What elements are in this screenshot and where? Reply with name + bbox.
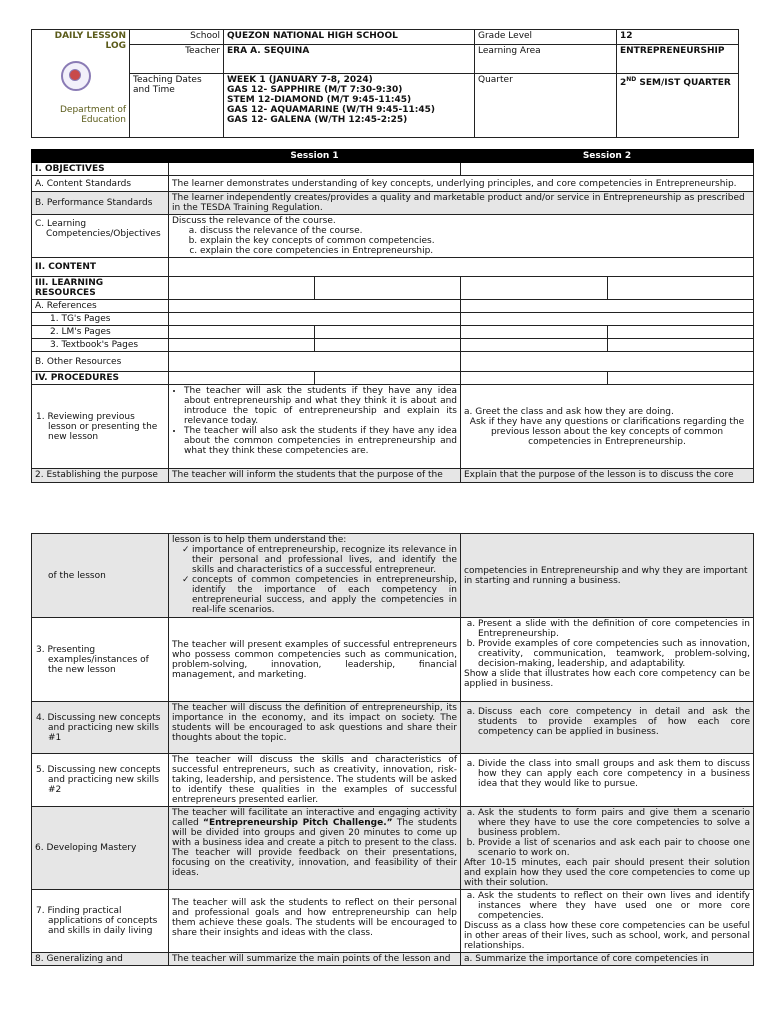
proc2-session1-cont [169, 534, 461, 618]
content-heading: II. CONTENT [32, 258, 169, 277]
proc6-s1-post: The students will be divided into groups and given 20 minutes to come up with a business idea and create a pitch to present to the class. The teacher will provide feedback on their presentations, focusing on the creativity, innovation, and feasibility of their ideas. [172, 818, 457, 878]
performance-standards-value: The learner independently creates/provides a quality and marketable product and/or service in Entrepreneurship as prescribed in the TESDA Training Regulation. [169, 192, 754, 215]
proc3-s2-slide: Show a slide that illustrates how each core competency can be applied in business. [464, 669, 750, 689]
proc6-s1-pre: The teacher will facilitate an interactive and engaging activity called [172, 808, 457, 828]
proc6-s1-activity-name: “Entrepreneurship Pitch Challenge.” [203, 818, 393, 828]
dates-line: GAS 12- SAPPHIRE (M/T 7:30-9:30) [227, 85, 403, 95]
quarter-sup: ND [626, 76, 637, 83]
session1-header: Session 1 [169, 150, 461, 163]
proc6-s2-item: a. Ask the students to form pairs and give them a scenario where they have to use the core competencies to solve a business problem. [478, 808, 750, 838]
proc2-label: 2. Establishing the purpose [32, 469, 169, 483]
teacher-label: Teacher [130, 45, 224, 74]
school-value: QUEZON NATIONAL HIGH SCHOOL [224, 30, 475, 45]
proc3-label: 3. Presenting examples/instances of the new lesson [32, 618, 169, 702]
proc1-s2-greet: a. Greet the class and ask how they are doing. [464, 406, 674, 417]
dll-title: DAILY LESSON LOG [54, 31, 126, 51]
lc-intro: Discuss the relevance of the course. [172, 216, 336, 226]
proc8-label: 8. Generalizing and [32, 953, 169, 966]
dates-line: GAS 12- GALENA (W/TH 12:45-2:25) [227, 115, 408, 125]
proc5-session2 [461, 754, 754, 807]
proc1-s2-ask: Ask if they have any questions or clarifications regarding the previous lesson about the key concepts of common competencies in Entrepreneurship. [469, 416, 745, 447]
area-label: Learning Area [475, 45, 617, 74]
dates-value [224, 74, 475, 138]
references-label: A. References [32, 300, 169, 313]
dll-table-page2 [31, 533, 754, 966]
quarter-label: Quarter [475, 74, 617, 138]
dates-label: Teaching Dates and Time [130, 74, 224, 138]
grade-value: 12 [617, 30, 739, 45]
proc2-session2-cont: competencies in Entrepreneurship and why they are important in starting and running a business. [461, 534, 754, 618]
proc1-s1-item: • The teacher will also ask the students if they have any idea about the common competencies in entrepreneurship and what they think these competencies are. [184, 426, 457, 456]
proc5-s2-item: a. Divide the class into small groups and ask them to discuss how they can apply each core competency in a business idea that they would like to pursue. [478, 759, 750, 789]
proc4-session2 [461, 702, 754, 754]
dates-line: WEEK 1 (JANUARY 7-8, 2024) [227, 75, 373, 85]
objectives-heading: I. OBJECTIVES [32, 163, 169, 176]
proc1-label: 1. Reviewing previous lesson or presenting the new lesson [32, 385, 169, 469]
proc3-session2 [461, 618, 754, 702]
dll-table-page1 [31, 149, 754, 483]
content-standards-value: The learner demonstrates understanding of key concepts, underlying principles, and core competencies in Entrepreneurship. [169, 176, 754, 192]
other-resources-label: B. Other Resources [32, 352, 169, 372]
proc2-s1-item: ✓ concepts of common competencies in entrepreneurship, identify the importance of each competency in entrepreneurial success, and apply the competencies in real-life scenarios. [182, 575, 457, 615]
content-standards-label: A. Content Standards [32, 176, 169, 192]
proc1-session2 [461, 385, 754, 469]
proc7-session1: The teacher will ask the students to reflect on their personal and professional goals and how entrepreneurship can help them achieve these goals. The students will be encouraged to share their insights and ideas with the class. [169, 890, 461, 953]
lm-pages-label: 2. LM's Pages [32, 326, 169, 339]
header-table [31, 29, 739, 138]
lc-item: a. discuss the relevance of the course. [200, 226, 750, 236]
proc6-session2 [461, 807, 754, 890]
proc3-s2-item: a. Present a slide with the definition of core competencies in Entrepreneurship. [478, 619, 750, 639]
quarter-num: 2 [620, 78, 627, 88]
proc6-s2-after: After 10-15 minutes, each pair should present their solution and explain how they used the core competencies to come up with their solution. [464, 858, 750, 888]
procedures-heading: IV. PROCEDURES [32, 372, 169, 385]
proc3-s2-item: b. Provide examples of core competencies such as innovation, creativity, communication, teamwork, problem-solving, decision-making, leadership, and adaptability. [478, 639, 750, 669]
proc1-session1 [169, 385, 461, 469]
learning-competencies-value [169, 215, 754, 258]
proc6-session1 [169, 807, 461, 890]
performance-standards-label: B. Performance Standards [32, 192, 169, 215]
proc3-session1: The teacher will present examples of successful entrepreneurs who possess common competencies such as communication, problem-solving, innovation, leadership, financial management, and marketing. [169, 618, 461, 702]
area-value: ENTREPRENEURSHIP [617, 45, 739, 74]
dates-line: STEM 12-DIAMOND (M/T 9:45-11:45) [227, 95, 412, 105]
proc6-label: 6. Developing Mastery [32, 807, 169, 890]
proc2-s1-item: ✓ importance of entrepreneurship, recognize its relevance in their personal and professional lives, and identify the skills and characteristics of a successful entrepreneur. [182, 545, 457, 575]
dates-line: GAS 12- AQUAMARINE (W/TH 9:45-11:45) [227, 105, 436, 115]
proc2-label-cont: of the lesson [32, 534, 169, 618]
proc7-label: 7. Finding practical applications of concepts and skills in daily living [32, 890, 169, 953]
school-label: School [130, 30, 224, 45]
proc8-session2-start: a. Summarize the importance of core competencies in [461, 953, 754, 966]
learning-competencies-label: C. Learning Competencies/Objectives [32, 215, 169, 258]
grade-label: Grade Level [475, 30, 617, 45]
proc5-label: 5. Discussing new concepts and practicing new skills #2 [32, 754, 169, 807]
proc2-session1-start: The teacher will inform the students that the purpose of the [169, 469, 461, 483]
proc8-session1-start: The teacher will summarize the main points of the lesson and [169, 953, 461, 966]
proc7-session2 [461, 890, 754, 953]
proc2-session2-start: Explain that the purpose of the lesson is to discuss the core [461, 469, 754, 483]
deped-seal-icon [61, 61, 91, 91]
quarter-rest: SEM/IST QUARTER [636, 78, 731, 88]
textbook-pages-label: 3. Textbook's Pages [32, 339, 169, 352]
proc5-session1: The teacher will discuss the skills and characteristics of successful entrepreneurs, such as creativity, innovation, risk-taking, leadership, and persistence. The students will be asked to identify these qualities in the examples of successful entrepreneurs presented earlier. [169, 754, 461, 807]
proc4-session1: The teacher will discuss the definition of entrepreneurship, its importance in the economy, and its impact on society. The students will be encouraged to ask questions and share their thoughts about the topic. [169, 702, 461, 754]
lc-item: c. explain the core competencies in Entrepreneurship. [200, 246, 750, 256]
proc2-s1-intro: lesson is to help them understand the: [172, 535, 347, 545]
proc6-s2-item: b. Provide a list of scenarios and ask each pair to choose one scenario to work on. [478, 838, 750, 858]
proc4-label: 4. Discussing new concepts and practicing new skills #1 [32, 702, 169, 754]
proc7-s2-discuss: Discuss as a class how these core competencies can be useful in other areas of their lives, such as school, work, and personal relationships. [464, 921, 750, 951]
resources-heading: III. LEARNING RESOURCES [32, 277, 169, 300]
tg-pages-label: 1. TG's Pages [32, 313, 169, 326]
department-name: Department of Education [60, 105, 126, 125]
session2-header: Session 2 [461, 150, 754, 163]
proc4-s2-item: a. Discuss each core competency in detail and ask the students to provide examples of how each core competency can be applied in business. [478, 707, 750, 737]
teacher-value: ERA A. SEQUINA [224, 45, 475, 74]
lc-item: b. explain the key concepts of common competencies. [200, 236, 750, 246]
deped-logo-cell [32, 30, 130, 138]
quarter-value [617, 74, 739, 138]
proc7-s2-item: a. Ask the students to reflect on their own lives and identify instances where they have used one or more core competencies. [478, 891, 750, 921]
proc1-s1-item: • The teacher will ask the students if they have any idea about entrepreneurship and what they think it is about and introduce the topic of entrepreneurship and explain its relevance today. [184, 386, 457, 426]
